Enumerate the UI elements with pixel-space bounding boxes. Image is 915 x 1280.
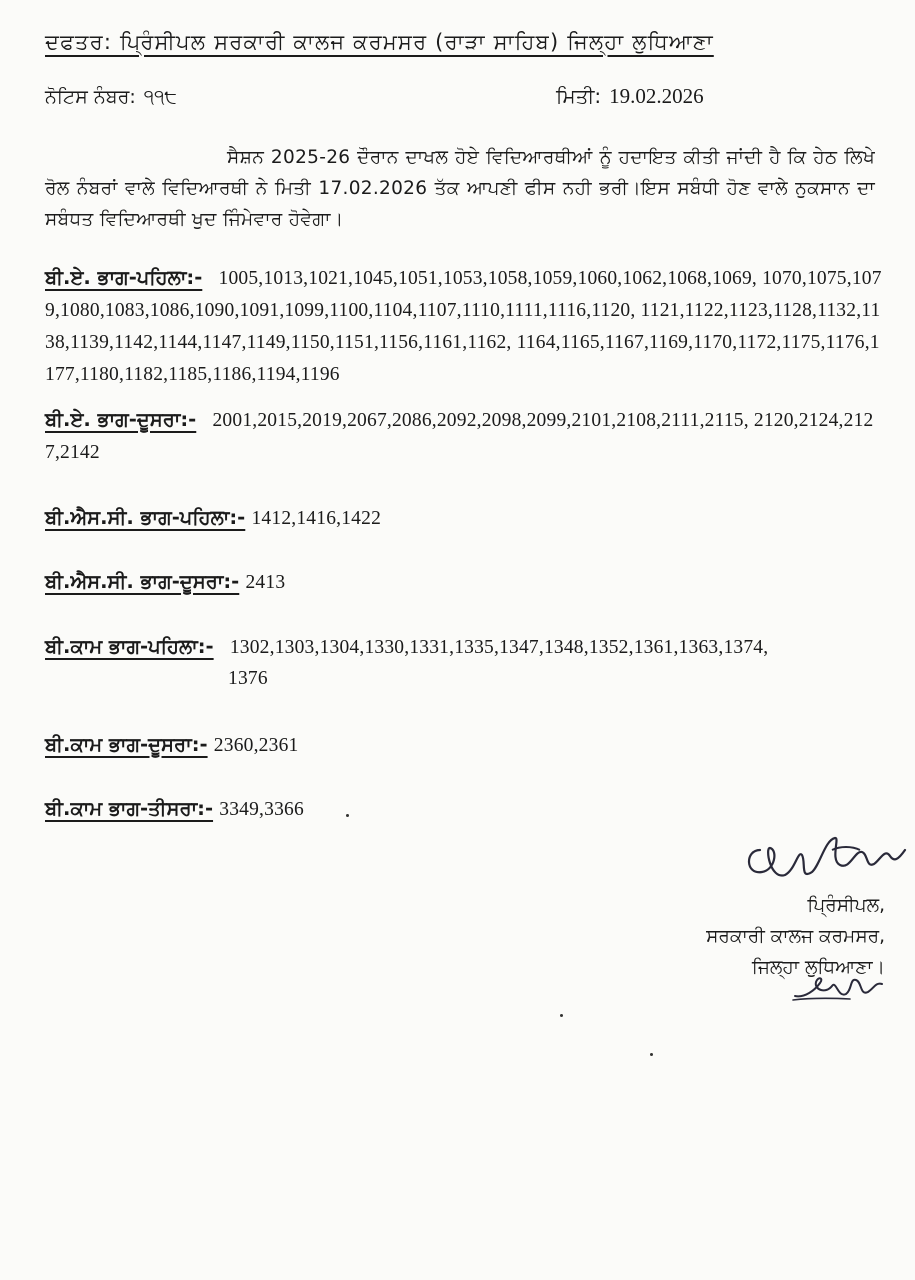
section-label: ਬੀ.ਐਸ.ਸੀ. ਭਾਗ-ਦੂਸਰਾ:- <box>45 570 240 593</box>
section-ba-part-1 <box>45 262 885 390</box>
roll-numbers: 1412,1416,1422 <box>251 508 382 529</box>
roll-numbers-continued: 1376 <box>228 668 268 689</box>
notice-number-value: ੧੧੮ <box>143 86 177 108</box>
notice-body-text: ਸੈਸ਼ਨ 2025-26 ਦੌਰਾਨ ਦਾਖਲ ਹੋਏ ਵਿਦਿਆਰਥੀਆਂ ਨੂੰ ਹਦਾਇਤ ਕੀਤੀ ਜਾਂਦੀ ਹੈ ਕਿ ਹੇਠ ਲਿਖੇ ਰੋਲ ਨੰਬਰਾਂ ਵਾਲੇ ਵਿਦਿਆਰਥੀ ਨੇ ਮਿਤੀ 17.02.2026 ਤੱਕ ਆਪਣੀ ਫੀਸ ਨਹੀ ਭਰੀ।ਇਸ ਸਬੰਧੀ ਹੋਣ ਵਾਲੇ ਨੁਕਸਾਨ ਦਾ ਸਬੰਧਤ ਵਿਦਿਆਰਥੀ ਖੁਦ ਜਿੰਮੇਵਾਰ ਹੋਵੇਗਾ। <box>45 147 875 230</box>
roll-numbers: 1005,1013,1021,1045,1051,1053,1058,1059,1060,1062,1068,1069, 1070,1075,1079,1080,1083,1086,1090,1091,1099,1100,1104,1107,1110,1111,1116,1120, 1121,1122,1123,1128,1132,1138,1139,1142,1144,1147,1149,1150,1151,1156,1161,1162, 1164,1165,1167,1169,1170,1172,1175,1176,1177,1180,1182,1185,1186,1194,1196 <box>45 268 882 385</box>
section-bcom-part-2 <box>45 729 885 761</box>
section-label: ਬੀ.ਕਾਮ ਭਾਗ-ਦੂਸਰਾ:- <box>45 733 208 756</box>
signature-district: ਜਿਲ੍ਹਾ ਲੁਧਿਆਣਾ। <box>751 957 885 978</box>
speck <box>346 814 349 817</box>
principal-signature <box>740 820 910 900</box>
office-header: ਦਫਤਰ: ਪ੍ਰਿੰਸੀਪਲ ਸਰਕਾਰੀ ਕਾਲਜ ਕਰਮਸਰ (ਰਾੜਾ ਸਾਹਿਬ) ਜਿਲ੍ਹਾ ਲੁਧਿਆਣਾ <box>45 30 714 54</box>
speck <box>650 1053 653 1056</box>
notice-date <box>556 84 704 109</box>
section-label: ਬੀ.ਏ. ਭਾਗ-ਪਹਿਲਾ:- <box>45 266 203 289</box>
speck <box>560 1014 563 1017</box>
section-ba-part-2 <box>45 404 885 468</box>
notice-body <box>45 142 875 235</box>
section-bcom-part-1 <box>45 631 885 694</box>
roll-numbers: 2360,2361 <box>213 735 299 756</box>
roll-numbers: 1302,1303,1304,1330,1331,1335,1347,1348,1352,1361,1363,1374, <box>229 637 769 658</box>
roll-numbers: 3349,3366 <box>219 799 304 820</box>
section-bsc-part-2 <box>45 566 885 598</box>
notice-number-label: ਨੋਟਿਸ ਨੰਬਰ: <box>45 86 136 108</box>
date-label: ਮਿਤੀ: <box>556 84 602 108</box>
section-label: ਬੀ.ਕਾਮ ਭਾਗ-ਪਹਿਲਾ:- <box>45 635 214 658</box>
roll-numbers: 2413 <box>245 572 286 593</box>
section-bsc-part-1 <box>45 502 885 534</box>
initials-signature <box>790 968 890 1008</box>
signature-college: ਸਰਕਾਰੀ ਕਾਲਜ ਕਰਮਸਰ, <box>706 926 885 947</box>
notice-number <box>45 86 177 108</box>
section-label: ਬੀ.ਐਸ.ਸੀ. ਭਾਗ-ਪਹਿਲਾ:- <box>45 506 246 529</box>
signature-title: ਪ੍ਰਿੰਸੀਪਲ, <box>807 895 885 916</box>
date-value: 19.02.2026 <box>609 84 704 108</box>
roll-numbers: 2001,2015,2019,2067,2086,2092,2098,2099,2101,2108,2111,2115, 2120,2124,2127,2142 <box>45 410 874 463</box>
section-label: ਬੀ.ਕਾਮ ਭਾਗ-ਤੀਸਰਾ:- <box>45 797 214 820</box>
section-label: ਬੀ.ਏ. ਭਾਗ-ਦੂਸਰਾ:- <box>45 408 197 431</box>
